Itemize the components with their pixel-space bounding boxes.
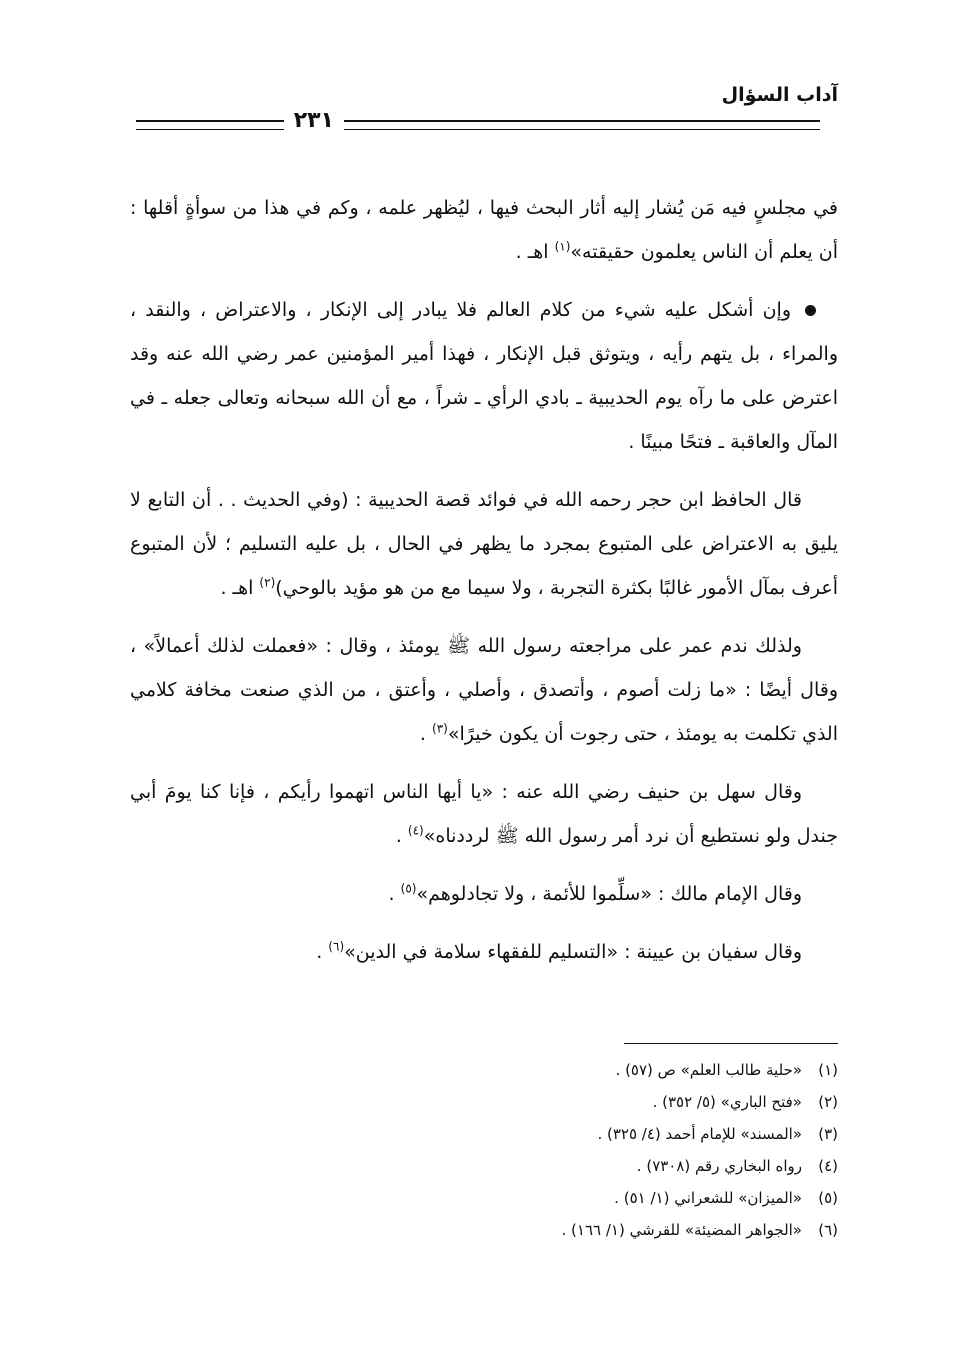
paragraph-text: وإن أشكل عليه شيء من كلام العالم فلا يبادر إلى الإنكار ، والاعتراض ، والنقد ، والمراء ، بل يتهم رأيه ، ويتوثق قبل الإنكار ، فهذا أمير المؤمنين عمر رضي الله عنه وقد اعترض على ما رآه يوم الحديبية ـ بادي الرأي ـ شراً ، مع أن الله سبحانه وتعالى جعله ـ في المآل والعاقبة ـ فتحًا مبينًا . (130, 299, 838, 453)
paragraph-end: اهـ . (220, 577, 260, 599)
paragraph-end: . (395, 825, 408, 847)
paragraph-text: قال الحافظ ابن حجر رحمه الله في فوائد قصة الحديبية : (وفي الحديث . . أن التابع لا يليق به الاعتراض على المتبوع بمجرد ما يظهر في الحال ، بل عليه التسليم ؛ لأن المتبوع أعرف بمآل الأمور غالبًا بكثرة التجربة ، ولا سيما مع من هو مؤيد بالوحي) (130, 489, 838, 599)
footnote-text: «الجواهر المضيئة» للقرشي (١/ ١٦٦) . (561, 1221, 802, 1239)
footnote-text: «المسند» للإمام أحمد (٤/ ٣٢٥) . (597, 1125, 802, 1143)
footnote-text: رواه البخاري رقم (٧٣٠٨) . (636, 1157, 802, 1175)
page-number: ٢٣١ (284, 108, 344, 133)
paragraph (130, 186, 838, 274)
paragraph (130, 288, 838, 464)
paragraph-text: ولذلك ندم عمر على مراجعته رسول الله ﷺ يومئذ ، وقال : «فعملت لذلك أعمالاً» ، وقال أيضًا : «ما زلت أصوم ، وأتصدق ، وأصلي ، وأعتق ، من الذي صنعت مخافة كلامي الذي تكلمت به يومئذ ، حتى رجوت أن يكون خيرًا» (130, 635, 838, 745)
bullet-icon (805, 305, 816, 316)
footnote (130, 1086, 838, 1118)
footnote-number: (٤) (818, 1157, 838, 1175)
paragraph-text: وقال سفيان بن عيينة : «التسليم للفقهاء سلامة في الدين» (344, 941, 802, 963)
paragraph (130, 930, 838, 974)
paragraph-end: . (316, 941, 329, 963)
paragraph (130, 624, 838, 756)
footnote (130, 1118, 838, 1150)
footnote-ref: (٦) (328, 939, 345, 954)
paragraph-text: وقال الإمام مالك : «سلِّموا للأئمة ، ولا تجادلوهم» (416, 883, 802, 905)
footnote-ref: (٤) (407, 823, 424, 838)
footnote-number: (١) (818, 1061, 838, 1079)
footnote-text: «الميزان» للشعراني (١/ ٥١) . (614, 1189, 802, 1207)
footnote-text: «فتح الباري» (٥/ ٣٥٢) . (652, 1093, 802, 1111)
footnote-ref: (١) (554, 239, 571, 254)
footnotes (130, 1054, 838, 1246)
footnote (130, 1150, 838, 1182)
footnote-ref: (٢) (259, 575, 276, 590)
running-header-title: آداب السؤال (721, 84, 838, 106)
footnote-number: (٣) (818, 1125, 838, 1143)
footnote-text: «حلية طالب العلم» ص (٥٧) . (615, 1061, 802, 1079)
footnote (130, 1054, 838, 1086)
footnote (130, 1214, 838, 1246)
paragraph-end: . (419, 723, 432, 745)
paragraph (130, 872, 838, 916)
main-text (130, 186, 838, 988)
paragraph-end: . (388, 883, 401, 905)
paragraph (130, 478, 838, 610)
footnote-number: (٥) (818, 1189, 838, 1207)
paragraph-text: وقال سهل بن حنيف رضي الله عنه : «يا أيها الناس اتهموا رأيكم ، فإنا كنا يومَ أبي جندل ولو نستطيع أن نرد أمر رسول الله ﷺ لرددناه» (130, 781, 838, 847)
footnote-ref: (٥) (400, 881, 417, 896)
header-rule (136, 120, 820, 130)
paragraph (130, 770, 838, 858)
paragraph-end: اهـ . (515, 241, 555, 263)
footnote-number: (٢) (818, 1093, 838, 1111)
footnote (130, 1182, 838, 1214)
footnote-ref: (٣) (432, 721, 448, 736)
paragraph-text: في مجلسٍ فيه مَن يُشار إليه أثار البحث فيها ، ليُظهر علمه ، وكم في هذا من سوأةٍ أقلها : أن يعلم أن الناس يعلمون حقيقته» (130, 197, 838, 263)
footnote-rule (624, 1043, 838, 1044)
footnote-number: (٦) (818, 1221, 838, 1239)
